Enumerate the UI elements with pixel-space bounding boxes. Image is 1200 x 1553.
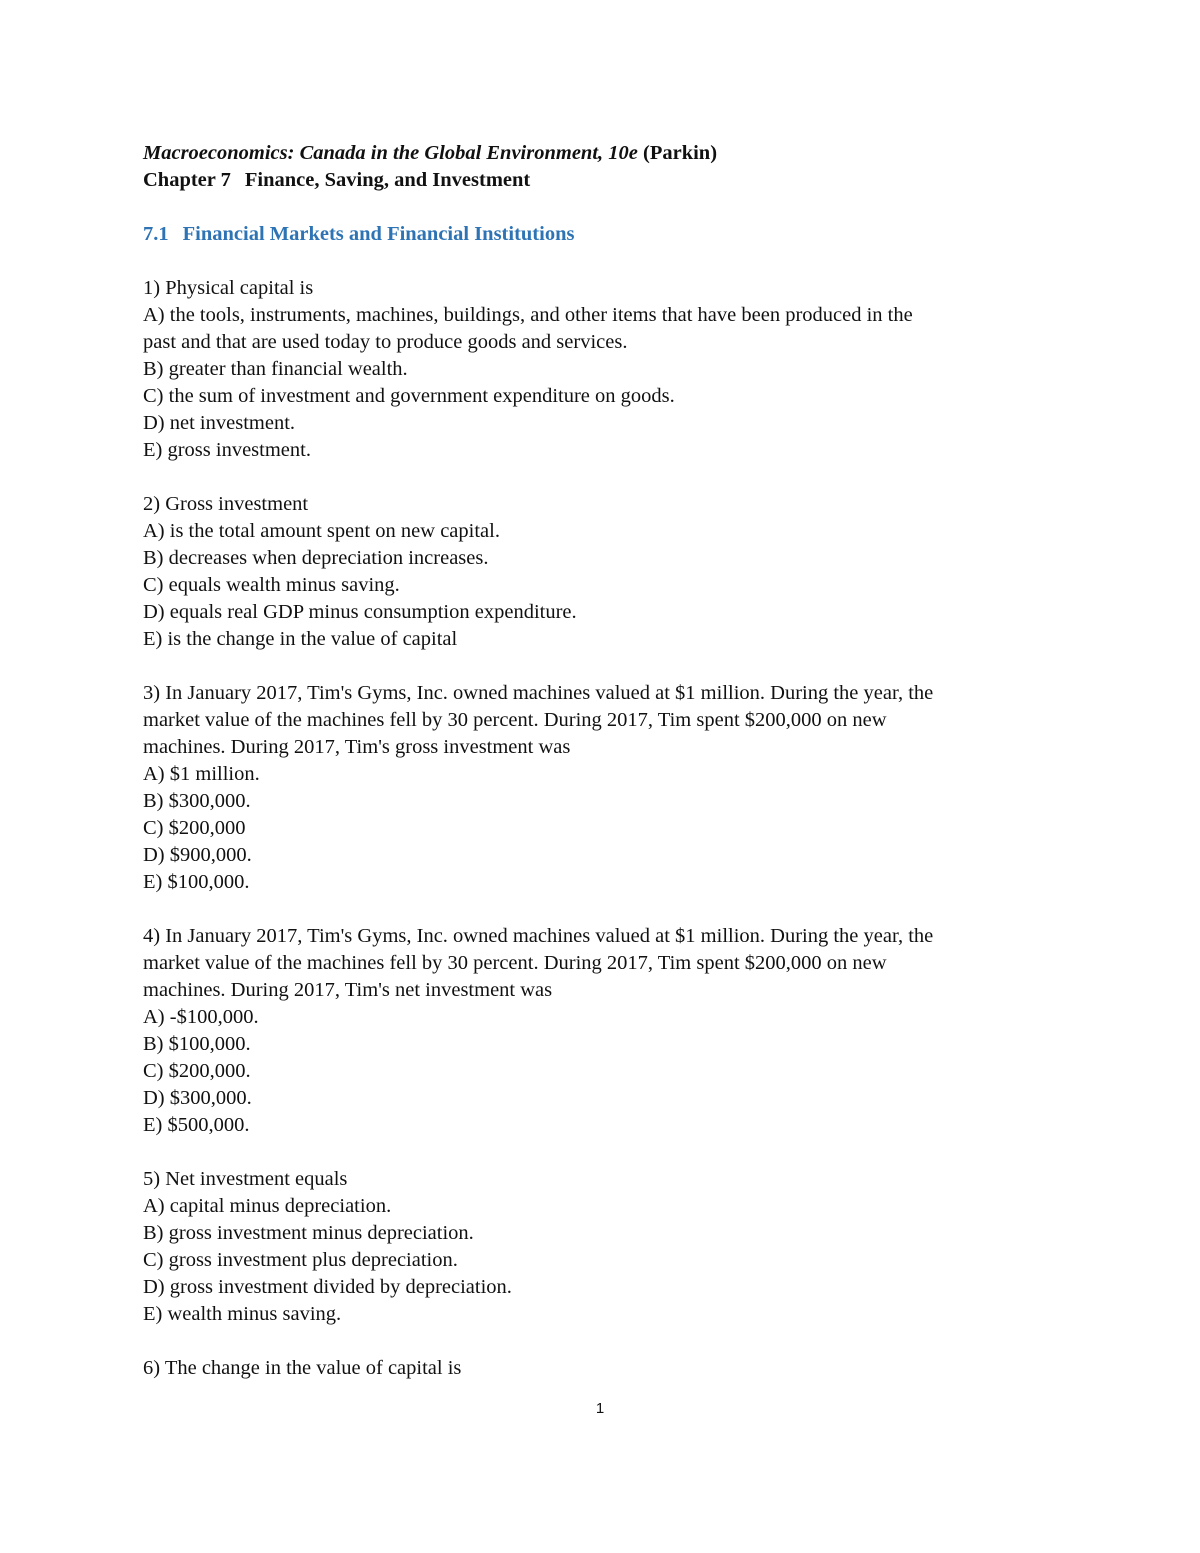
answer-option: B) gross investment minus depreciation.: [143, 1222, 474, 1244]
answer-option: C) gross investment plus depreciation.: [143, 1249, 458, 1271]
book-title: [143, 140, 1073, 167]
answer-option: B) $300,000.: [143, 790, 251, 812]
answer-option: B) decreases when depreciation increases.: [143, 547, 489, 569]
section-number: 7.1: [143, 223, 169, 245]
answer-option: past and that are used today to produce goods and services.: [143, 331, 628, 353]
question-2: [143, 491, 1073, 653]
answer-option: A) -$100,000.: [143, 1006, 259, 1028]
answer-option: D) net investment.: [143, 412, 296, 434]
book-title-italic: Macroeconomics: Canada in the Global Environment, 10e: [143, 142, 638, 164]
question-stem-line: market value of the machines fell by 30 percent. During 2017, Tim spent $200,000 on new: [143, 952, 887, 974]
answer-option: D) equals real GDP minus consumption expenditure.: [143, 601, 577, 623]
question-stem-line: 3) In January 2017, Tim's Gyms, Inc. owned machines valued at $1 million. During the year, the: [143, 682, 934, 704]
answer-option: C) $200,000: [143, 817, 246, 839]
answer-option: C) $200,000.: [143, 1060, 251, 1082]
question-stem-line: 1) Physical capital is: [143, 277, 314, 299]
question-1: [143, 275, 1073, 464]
question-4: [143, 923, 1073, 1139]
answer-option: E) $100,000.: [143, 871, 250, 893]
question-stem-line: market value of the machines fell by 30 percent. During 2017, Tim spent $200,000 on new: [143, 709, 887, 731]
question-stem-line: machines. During 2017, Tim's net investment was: [143, 979, 553, 1001]
answer-option: E) gross investment.: [143, 439, 311, 461]
answer-option: D) $900,000.: [143, 844, 252, 866]
question-stem-line: machines. During 2017, Tim's gross investment was: [143, 736, 571, 758]
question-list: [143, 275, 1073, 1382]
question-5: [143, 1166, 1073, 1328]
book-author: (Parkin): [643, 142, 718, 164]
chapter-title: Finance, Saving, and Investment: [244, 169, 531, 191]
answer-option: A) is the total amount spent on new capital.: [143, 520, 500, 542]
answer-option: D) gross investment divided by depreciation.: [143, 1276, 512, 1298]
answer-option: B) $100,000.: [143, 1033, 251, 1055]
question-6: [143, 1355, 1073, 1382]
section-title: Financial Markets and Financial Institutions: [182, 223, 575, 245]
question-stem-line: 2) Gross investment: [143, 493, 309, 515]
answer-option: A) the tools, instruments, machines, buildings, and other items that have been produced in the: [143, 304, 913, 326]
answer-option: E) wealth minus saving.: [143, 1303, 342, 1325]
question-stem-line: 5) Net investment equals: [143, 1168, 348, 1190]
answer-option: C) equals wealth minus saving.: [143, 574, 400, 596]
chapter-heading: [143, 167, 1073, 194]
page-content: [143, 140, 1073, 1382]
answer-option: E) $500,000.: [143, 1114, 250, 1136]
question-stem-line: 6) The change in the value of capital is: [143, 1357, 462, 1379]
answer-option: B) greater than financial wealth.: [143, 358, 408, 380]
chapter-number: Chapter 7: [143, 169, 231, 191]
answer-option: A) capital minus depreciation.: [143, 1195, 392, 1217]
question-3: [143, 680, 1073, 896]
section-heading: [143, 221, 1073, 248]
answer-option: E) is the change in the value of capital: [143, 628, 458, 650]
answer-option: D) $300,000.: [143, 1087, 252, 1109]
question-stem-line: 4) In January 2017, Tim's Gyms, Inc. owned machines valued at $1 million. During the year, the: [143, 925, 934, 947]
answer-option: A) $1 million.: [143, 763, 260, 785]
page-number: 1: [595, 1400, 605, 1417]
answer-option: C) the sum of investment and government expenditure on goods.: [143, 385, 675, 407]
